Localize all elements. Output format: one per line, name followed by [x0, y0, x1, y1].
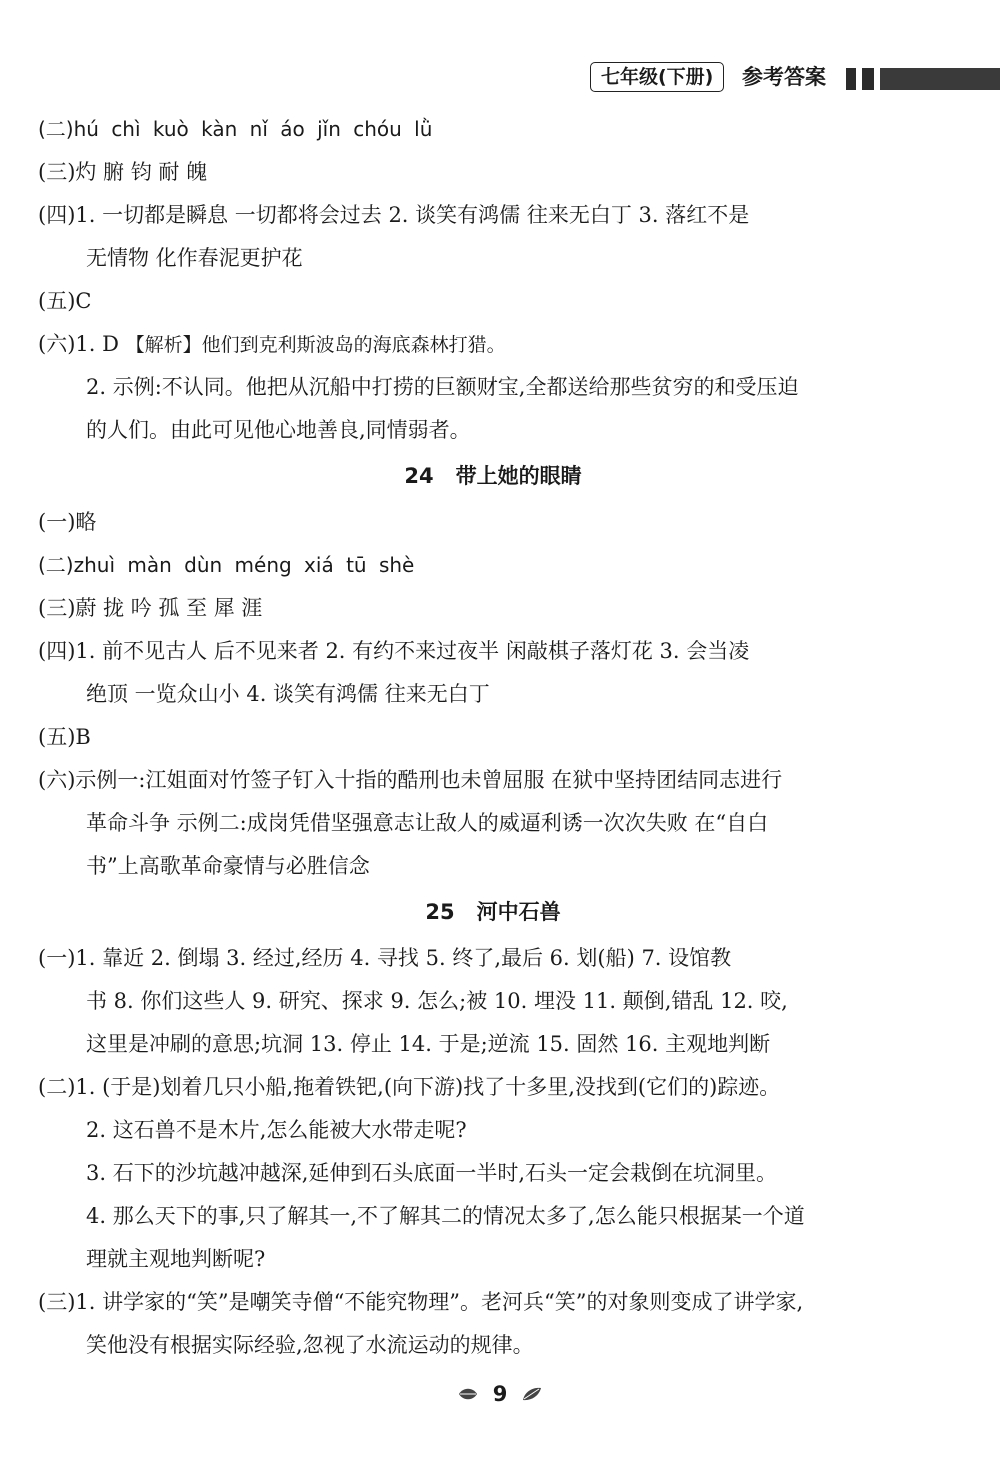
answer-line: (二)hú chì kuò kàn nǐ áo jǐn chóu lǜ [38, 117, 433, 141]
section-number: 24 [404, 464, 434, 488]
answer-line: 无情物 化作春泥更护花 [86, 246, 303, 270]
answer-line: 4. 那么天下的事,只了解其一,不了解其二的情况太多了,怎么能只根据某一个道 [86, 1204, 805, 1228]
answer-line: (五)B [38, 725, 91, 749]
header-decor-bar [862, 68, 874, 90]
answer-line: 3. 石下的沙坑越冲越深,延伸到石头底面一半时,石头一定会栽倒在坑洞里。 [86, 1161, 778, 1185]
answer-line: (五)C [38, 289, 92, 313]
section-title: 带上她的眼睛 [455, 464, 582, 488]
answer-line [38, 323, 928, 366]
answer-line: 这里是冲刷的意思;坑洞 13. 停止 14. 于是;逆流 15. 固然 16. 主观地判断 [86, 1032, 771, 1056]
analysis-note: 【解析】他们到克利斯波岛的海底森林打猎。 [125, 334, 506, 356]
section-heading [38, 888, 928, 937]
page-number: 9 [492, 1382, 508, 1406]
answer-line: 书”上高歌革命豪情与必胜信念 [86, 854, 370, 878]
answer-line: (二)1. (于是)划着几只小船,拖着铁钯,(向下游)找了十多里,没找到(它们的)踪迹。 [38, 1075, 781, 1099]
answer-line: (一)1. 靠近 2. 倒塌 3. 经过,经历 4. 寻找 5. 终了,最后 6. 划(船) 7. 设馆教 [38, 946, 732, 970]
answer-line: (三)灼 腑 钧 耐 魄 [38, 160, 208, 184]
leaf-left-icon [457, 1386, 479, 1402]
answer-line: (三)1. 讲学家的“笑”是嘲笑寺僧“不能究物理”。老河兵“笑”的对象则变成了讲学家, [38, 1290, 804, 1314]
leaf-right-icon [521, 1386, 543, 1402]
header-decor-bar [880, 68, 1000, 90]
answer-line: 绝顶 一览众山小 4. 谈笑有鸿儒 往来无白丁 [86, 682, 490, 706]
answer-line: (四)1. 一切都是瞬息 一切都将会过去 2. 谈笑有鸿儒 往来无白丁 3. 落红不是 [38, 203, 750, 227]
answer-line: 的人们。由此可见他心地善良,同情弱者。 [86, 418, 471, 442]
answer-line: (三)蔚 拢 吟 孤 至 犀 涯 [38, 596, 263, 620]
answer-line: 书 8. 你们这些人 9. 研究、探求 9. 怎么;被 10. 埋没 11. 颠倒,错乱 12. 咬, [86, 989, 788, 1013]
answers-title: 参考答案 [742, 65, 826, 89]
page-footer [0, 1381, 1000, 1406]
section-heading [38, 452, 928, 501]
answer-line: (二)zhuì màn dùn méng xiá tū shè [38, 553, 415, 577]
answer-line: 2. 这石兽不是木片,怎么能被大水带走呢? [86, 1118, 467, 1142]
header-decor-bar [846, 68, 856, 90]
page-header [590, 60, 1000, 94]
answer-line: (六)示例一:江姐面对竹签子钉入十指的酷刑也未曾屈服 在狱中坚持团结同志进行 [38, 768, 783, 792]
section-title: 河中石兽 [476, 900, 561, 924]
section-number: 25 [425, 900, 455, 924]
answer-content [38, 108, 928, 1367]
answer-line: 2. 示例:不认同。他把从沉船中打捞的巨额财宝,全都送给那些贫穷的和受压迫 [86, 375, 799, 399]
answer-line: 理就主观地判断呢? [86, 1247, 266, 1271]
answer-line: 笑他没有根据实际经验,忽视了水流运动的规律。 [86, 1333, 534, 1357]
answer-line: (四)1. 前不见古人 后不见来者 2. 有约不来过夜半 闲敲棋子落灯花 3. 会当凌 [38, 639, 750, 663]
answer-line: (一)略 [38, 510, 97, 534]
grade-label: 七年级(下册) [590, 62, 724, 92]
answer-line: 革命斗争 示例二:成岗凭借坚强意志让敌人的威逼利诱一次次失败 在“自白 [86, 811, 769, 835]
answer-text: (六)1. D [38, 332, 126, 356]
